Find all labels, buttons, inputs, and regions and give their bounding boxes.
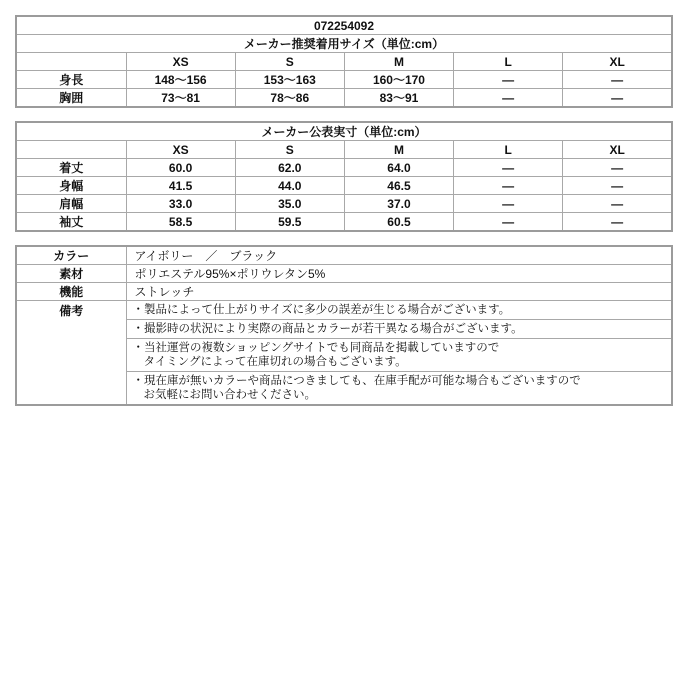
corner-cell [16,53,126,71]
col-header-xs: XS [126,53,235,71]
note-text: ・当社運営の複数ショッピングサイトでも同商品を掲載していますので [132,342,500,354]
corner-cell [16,141,126,159]
row-label-body-width: 身幅 [16,177,126,195]
size-table [15,15,673,108]
table-row [16,89,672,108]
note-text: ・撮影時の状況により実際の商品とカラーが若干異なる場合がございます。 [132,323,523,335]
table-row [16,71,672,89]
color-value: アイボリー ／ ブラック [126,246,672,265]
row-label-function: 機能 [16,283,126,301]
note-item [126,339,672,372]
note-text-continued: タイミングによって在庫切れの場合もございます。 [143,356,407,368]
table-row [16,53,672,71]
row-label-length: 着丈 [16,159,126,177]
row-label-chest: 胸囲 [16,89,126,108]
note-item [126,320,672,339]
row-label-shoulder-width: 肩幅 [16,195,126,213]
value-cell: 33.0 [126,195,235,213]
table-row [16,213,672,232]
note-item [126,301,672,320]
row-label-color: カラー [16,246,126,265]
value-cell: — [563,195,672,213]
sheet-content [15,15,673,419]
value-cell: — [563,71,672,89]
col-header-xl: XL [563,141,672,159]
value-cell: 58.5 [126,213,235,232]
value-cell: — [454,159,563,177]
col-header-s: S [235,141,344,159]
col-header-l: L [454,53,563,71]
value-cell: 62.0 [235,159,344,177]
value-cell: — [454,177,563,195]
value-cell: — [454,71,563,89]
value-cell: 59.5 [235,213,344,232]
value-cell: 37.0 [344,195,453,213]
table-row [16,301,672,320]
value-cell: — [563,89,672,108]
value-cell: 60.0 [126,159,235,177]
value-cell: 83～91 [344,89,453,108]
value-cell: 46.5 [344,177,453,195]
col-header-xs: XS [126,141,235,159]
table-row [16,122,672,141]
table-row [16,159,672,177]
size-table-title: メーカー推奨着用サイズ（単位:cm） [16,35,672,53]
row-label-notes: 備考 [16,301,126,406]
value-cell: 64.0 [344,159,453,177]
table-row [16,141,672,159]
value-cell: 60.5 [344,213,453,232]
col-header-xl: XL [563,53,672,71]
value-cell: — [563,177,672,195]
row-label-material: 素材 [16,265,126,283]
table-row [16,177,672,195]
value-cell: — [454,195,563,213]
note-text-continued: お気軽にお問い合わせください。 [143,389,316,401]
value-cell: 35.0 [235,195,344,213]
table-row [16,283,672,301]
row-label-height: 身長 [16,71,126,89]
note-text: ・製品によって仕上がりサイズに多少の誤差が生じる場合がございます。 [132,304,511,316]
col-header-s: S [235,53,344,71]
col-header-l: L [454,141,563,159]
value-cell: 160～170 [344,71,453,89]
value-cell: 78～86 [235,89,344,108]
col-header-m: M [344,141,453,159]
note-item [126,372,672,406]
measurement-table-title: メーカー公表実寸（単位:cm） [16,122,672,141]
product-code: 072254092 [16,16,672,35]
value-cell: 44.0 [235,177,344,195]
value-cell: — [454,89,563,108]
value-cell: 73～81 [126,89,235,108]
value-cell: 153～163 [235,71,344,89]
table-row [16,246,672,265]
value-cell: 148～156 [126,71,235,89]
row-label-sleeve-length: 袖丈 [16,213,126,232]
function-value: ストレッチ [126,283,672,301]
table-row [16,265,672,283]
note-text: ・現在庫が無いカラーや商品につきましても、在庫手配が可能な場合もございますので [132,375,581,387]
measurement-table [15,121,673,232]
col-header-m: M [344,53,453,71]
value-cell: — [563,159,672,177]
table-row [16,35,672,53]
value-cell: 41.5 [126,177,235,195]
value-cell: — [454,213,563,232]
details-table [15,245,673,406]
value-cell: — [563,213,672,232]
material-value: ポリエステル95%×ポリウレタン5% [126,265,672,283]
table-row [16,195,672,213]
table-row [16,16,672,35]
